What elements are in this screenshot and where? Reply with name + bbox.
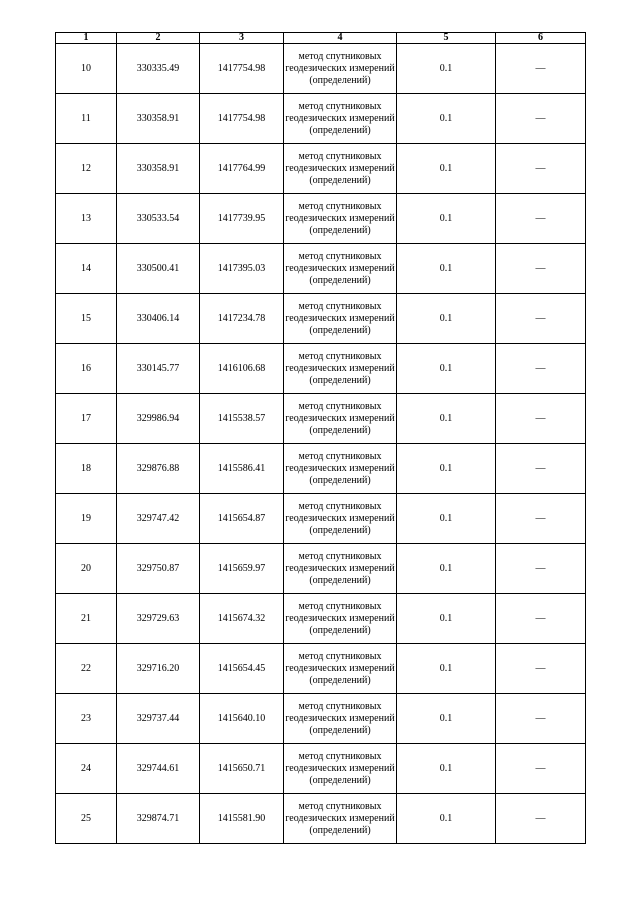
- point-number-cell: 25: [56, 794, 117, 844]
- x-coordinate-cell: 329876.88: [117, 444, 200, 494]
- point-number-cell: 16: [56, 344, 117, 394]
- y-coordinate-cell: 1415538.57: [200, 394, 284, 444]
- point-number-cell: 18: [56, 444, 117, 494]
- header-row: [56, 33, 586, 44]
- method-cell: метод спутниковых геодезических измерений (определений): [284, 794, 397, 844]
- accuracy-cell: 0.1: [397, 744, 496, 794]
- description-cell: —: [496, 244, 586, 294]
- description-cell: —: [496, 544, 586, 594]
- table-body: [56, 44, 586, 844]
- description-cell: —: [496, 394, 586, 444]
- point-number-cell: 14: [56, 244, 117, 294]
- accuracy-cell: 0.1: [397, 694, 496, 744]
- point-number-cell: 22: [56, 644, 117, 694]
- method-cell: метод спутниковых геодезических измерений (определений): [284, 694, 397, 744]
- point-number-cell: 11: [56, 94, 117, 144]
- accuracy-cell: 0.1: [397, 444, 496, 494]
- method-cell: метод спутниковых геодезических измерений (определений): [284, 344, 397, 394]
- description-cell: —: [496, 144, 586, 194]
- coordinates-table: [55, 32, 586, 844]
- x-coordinate-cell: 330358.91: [117, 94, 200, 144]
- y-coordinate-cell: 1415581.90: [200, 794, 284, 844]
- method-cell: метод спутниковых геодезических измерений (определений): [284, 244, 397, 294]
- table-row: [56, 594, 586, 644]
- y-coordinate-cell: 1415640.10: [200, 694, 284, 744]
- point-number-cell: 24: [56, 744, 117, 794]
- y-coordinate-cell: 1415586.41: [200, 444, 284, 494]
- y-coordinate-cell: 1415654.87: [200, 494, 284, 544]
- table-row: [56, 744, 586, 794]
- x-coordinate-cell: 329744.61: [117, 744, 200, 794]
- table-row: [56, 444, 586, 494]
- y-coordinate-cell: 1415650.71: [200, 744, 284, 794]
- point-number-cell: 21: [56, 594, 117, 644]
- column-header: 2: [117, 33, 200, 44]
- table-row: [56, 94, 586, 144]
- y-coordinate-cell: 1415654.45: [200, 644, 284, 694]
- accuracy-cell: 0.1: [397, 44, 496, 94]
- method-cell: метод спутниковых геодезических измерений (определений): [284, 94, 397, 144]
- y-coordinate-cell: 1417739.95: [200, 194, 284, 244]
- point-number-cell: 13: [56, 194, 117, 244]
- point-number-cell: 10: [56, 44, 117, 94]
- y-coordinate-cell: 1417234.78: [200, 294, 284, 344]
- table-row: [56, 244, 586, 294]
- accuracy-cell: 0.1: [397, 544, 496, 594]
- table-row: [56, 644, 586, 694]
- column-header: 6: [496, 33, 586, 44]
- description-cell: —: [496, 744, 586, 794]
- point-number-cell: 23: [56, 694, 117, 744]
- description-cell: —: [496, 194, 586, 244]
- table-row: [56, 494, 586, 544]
- method-cell: метод спутниковых геодезических измерений (определений): [284, 494, 397, 544]
- accuracy-cell: 0.1: [397, 394, 496, 444]
- point-number-cell: 17: [56, 394, 117, 444]
- point-number-cell: 19: [56, 494, 117, 544]
- description-cell: —: [496, 594, 586, 644]
- method-cell: метод спутниковых геодезических измерений (определений): [284, 594, 397, 644]
- method-cell: метод спутниковых геодезических измерений (определений): [284, 194, 397, 244]
- table-row: [56, 194, 586, 244]
- x-coordinate-cell: 329874.71: [117, 794, 200, 844]
- point-number-cell: 15: [56, 294, 117, 344]
- table-row: [56, 544, 586, 594]
- y-coordinate-cell: 1417754.98: [200, 94, 284, 144]
- description-cell: —: [496, 794, 586, 844]
- x-coordinate-cell: 330335.49: [117, 44, 200, 94]
- accuracy-cell: 0.1: [397, 294, 496, 344]
- accuracy-cell: 0.1: [397, 594, 496, 644]
- table-row: [56, 394, 586, 444]
- x-coordinate-cell: 330533.54: [117, 194, 200, 244]
- x-coordinate-cell: 330358.91: [117, 144, 200, 194]
- document-page: [55, 32, 586, 844]
- description-cell: —: [496, 94, 586, 144]
- method-cell: метод спутниковых геодезических измерений (определений): [284, 544, 397, 594]
- accuracy-cell: 0.1: [397, 494, 496, 544]
- table-row: [56, 794, 586, 844]
- description-cell: —: [496, 694, 586, 744]
- description-cell: —: [496, 644, 586, 694]
- y-coordinate-cell: 1416106.68: [200, 344, 284, 394]
- x-coordinate-cell: 329750.87: [117, 544, 200, 594]
- x-coordinate-cell: 329716.20: [117, 644, 200, 694]
- accuracy-cell: 0.1: [397, 144, 496, 194]
- method-cell: метод спутниковых геодезических измерений (определений): [284, 444, 397, 494]
- accuracy-cell: 0.1: [397, 344, 496, 394]
- description-cell: —: [496, 294, 586, 344]
- x-coordinate-cell: 330500.41: [117, 244, 200, 294]
- y-coordinate-cell: 1415659.97: [200, 544, 284, 594]
- description-cell: —: [496, 44, 586, 94]
- description-cell: —: [496, 444, 586, 494]
- x-coordinate-cell: 329729.63: [117, 594, 200, 644]
- accuracy-cell: 0.1: [397, 94, 496, 144]
- method-cell: метод спутниковых геодезических измерений (определений): [284, 744, 397, 794]
- table-row: [56, 694, 586, 744]
- accuracy-cell: 0.1: [397, 794, 496, 844]
- method-cell: метод спутниковых геодезических измерений (определений): [284, 44, 397, 94]
- method-cell: метод спутниковых геодезических измерений (определений): [284, 394, 397, 444]
- y-coordinate-cell: 1417754.98: [200, 44, 284, 94]
- description-cell: —: [496, 344, 586, 394]
- point-number-cell: 20: [56, 544, 117, 594]
- y-coordinate-cell: 1417764.99: [200, 144, 284, 194]
- column-header: 1: [56, 33, 117, 44]
- table-header: [56, 33, 586, 44]
- accuracy-cell: 0.1: [397, 244, 496, 294]
- y-coordinate-cell: 1415674.32: [200, 594, 284, 644]
- x-coordinate-cell: 329986.94: [117, 394, 200, 444]
- accuracy-cell: 0.1: [397, 194, 496, 244]
- description-cell: —: [496, 494, 586, 544]
- point-number-cell: 12: [56, 144, 117, 194]
- method-cell: метод спутниковых геодезических измерений (определений): [284, 294, 397, 344]
- table-row: [56, 144, 586, 194]
- method-cell: метод спутниковых геодезических измерений (определений): [284, 644, 397, 694]
- x-coordinate-cell: 329737.44: [117, 694, 200, 744]
- x-coordinate-cell: 329747.42: [117, 494, 200, 544]
- column-header: 3: [200, 33, 284, 44]
- y-coordinate-cell: 1417395.03: [200, 244, 284, 294]
- method-cell: метод спутниковых геодезических измерений (определений): [284, 144, 397, 194]
- table-row: [56, 44, 586, 94]
- table-row: [56, 294, 586, 344]
- accuracy-cell: 0.1: [397, 644, 496, 694]
- x-coordinate-cell: 330145.77: [117, 344, 200, 394]
- column-header: 5: [397, 33, 496, 44]
- table-row: [56, 344, 586, 394]
- column-header: 4: [284, 33, 397, 44]
- x-coordinate-cell: 330406.14: [117, 294, 200, 344]
